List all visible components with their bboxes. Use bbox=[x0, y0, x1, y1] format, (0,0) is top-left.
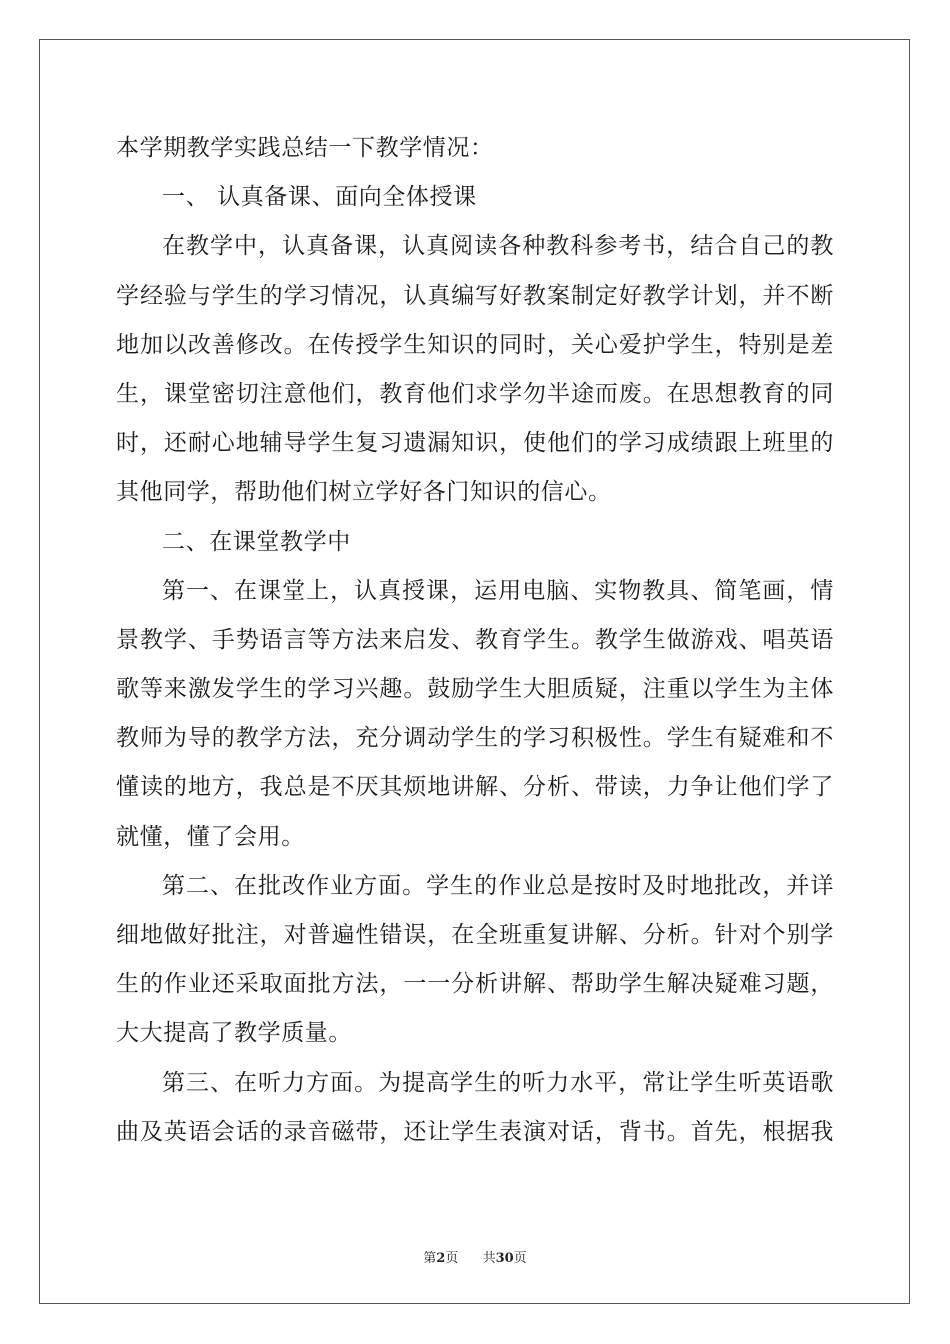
total-pages-indicator bbox=[483, 1247, 527, 1266]
text-line: 景教学、手势语言等方法来启发、教育学生。教学生做游戏、唱英语 bbox=[116, 626, 834, 653]
page-number: 2 bbox=[436, 1251, 446, 1266]
page-prefix: 第 bbox=[423, 1251, 437, 1266]
section-heading: 二、在课堂教学中 bbox=[162, 528, 351, 555]
text-line: 其他同学，帮助他们树立学好各门知识的信心。 bbox=[116, 479, 612, 506]
text-line: 第一、在课堂上，认真授课，运用电脑、实物教具、简笔画，情 bbox=[162, 577, 834, 604]
text-line: 地加以改善修改。在传授学生知识的同时，关心爱护学生，特别是差 bbox=[116, 331, 834, 358]
page-suffix: 页 bbox=[445, 1251, 459, 1266]
text-line: 生的作业还采取面批方法，一一分析讲解、帮助学生解决疑难习题， bbox=[116, 971, 834, 998]
page-footer bbox=[0, 1247, 950, 1266]
text-line: 懂读的地方，我总是不厌其烦地讲解、分析、带读，力争让他们学了 bbox=[116, 774, 834, 801]
text-line: 教师为导的教学方法，充分调动学生的学习积极性。学生有疑难和不 bbox=[116, 725, 834, 752]
text-line: 大大提高了教学质量。 bbox=[116, 1020, 352, 1047]
total-prefix: 共 bbox=[482, 1251, 496, 1266]
total-number: 30 bbox=[495, 1251, 514, 1266]
text-line: 曲及英语会话的录音磁带，还让学生表演对话，背书。首先，根据我 bbox=[116, 1118, 834, 1145]
text-line: 在教学中，认真备课，认真阅读各种教科参考书，结合自己的教 bbox=[162, 233, 834, 260]
text-line: 就懂，懂了会用。 bbox=[116, 823, 305, 850]
text-line: 第二、在批改作业方面。学生的作业总是按时及时地批改，并详 bbox=[162, 872, 834, 899]
text-line: 细地做好批注，对普遍性错误，在全班重复讲解、分析。针对个别学 bbox=[116, 922, 834, 948]
section-heading: 一、 认真备课、面向全体授课 bbox=[162, 184, 477, 211]
text-line: 学经验与学生的学习情况，认真编写好教案制定好教学计划，并不断 bbox=[116, 282, 834, 309]
page-indicator bbox=[423, 1247, 458, 1266]
text-line: 歌等来激发学生的学习兴趣。鼓励学生大胆质疑，注重以学生为主体 bbox=[116, 676, 834, 703]
text-line: 生，课堂密切注意他们，教育他们求学勿半途而废。在思想教育的同 bbox=[116, 380, 834, 407]
text-line: 时，还耐心地辅导学生复习遗漏知识，使他们的学习成绩跟上班里的 bbox=[116, 430, 834, 457]
text-line: 第三、在听力方面。为提高学生的听力水平，常让学生听英语歌 bbox=[162, 1069, 834, 1096]
total-suffix: 页 bbox=[513, 1251, 527, 1266]
document-body bbox=[116, 124, 834, 1157]
text-line: 本学期教学实践总结一下教学情况： bbox=[116, 135, 494, 161]
